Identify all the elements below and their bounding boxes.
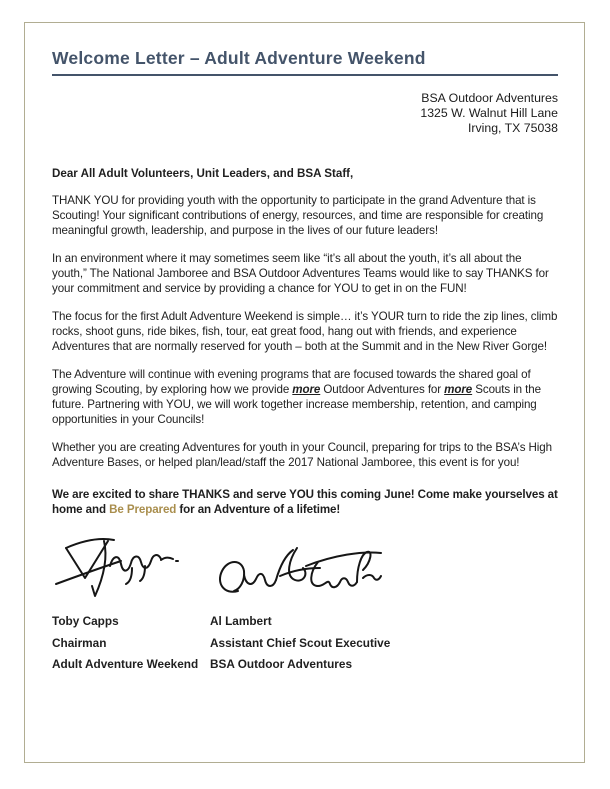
- salutation: Dear All Adult Volunteers, Unit Leaders, and BSA Staff,: [52, 167, 354, 180]
- text-segment: The focus for the first Adult Adventure Weekend is simple… it’s YOUR turn to ride the zip lines, climb rocks, shoot guns, ride bikes, fish, tour, eat great food, hang out with friends, and experience Adventures that are normally reserved for youth – both at the Summit and in the New River Gorge!: [52, 310, 558, 353]
- text-segment: Scouts in the future. Partnering with YOU, we will work together increase membership, retention, and camping opportunities in your Councils!: [52, 383, 541, 426]
- signature-toby-capps-ink: [52, 533, 180, 605]
- text-segment: for an Adventure of a lifetime!: [176, 503, 341, 516]
- emphasized-text: more: [292, 383, 321, 396]
- signer-org: Adult Adventure Weekend: [52, 657, 199, 671]
- signer-block-al-lambert: [210, 611, 490, 676]
- signer-org: BSA Outdoor Adventures: [210, 657, 353, 671]
- closing-paragraph: [52, 487, 558, 517]
- letter-paragraph-environment: [52, 251, 558, 296]
- emphasized-text: Be Prepared: [109, 503, 177, 516]
- letter-paragraph-evening-programs: [52, 367, 558, 427]
- address-line-street: 1325 W. Walnut Hill Lane: [420, 106, 558, 120]
- signer-title: Chairman: [52, 635, 107, 650]
- address-line-city: Irving, TX 75038: [467, 121, 558, 135]
- letter-title: Welcome Letter – Adult Adventure Weekend: [52, 48, 558, 76]
- signer-name: Al Lambert: [210, 614, 272, 628]
- text-segment: Outdoor Adventures for: [320, 383, 445, 396]
- emphasized-text: more: [444, 383, 473, 396]
- sender-address-block: [52, 91, 558, 136]
- signatures-row: [52, 533, 558, 605]
- letter-paragraph-whether: [52, 440, 558, 470]
- letter-content: [52, 48, 558, 676]
- signer-block-toby-capps: [52, 611, 210, 676]
- text-segment: We are excited to share THANKS and serve YOU this coming June! Come make yourselves at home and: [52, 488, 558, 516]
- signer-title: Assistant Chief Scout Executive: [210, 635, 391, 650]
- address-line-org: BSA Outdoor Adventures: [421, 91, 558, 105]
- signature-labels-row: [52, 611, 558, 676]
- text-segment: THANK YOU for providing youth with the opportunity to participate in the grand Adventure that is Scouting! Your significant contributions of energy, resources, and time are responsible for creating meaningful growth, leadership, and purpose in the lives of our future leaders!: [52, 194, 544, 237]
- letter-paragraph-thank-you: [52, 193, 558, 238]
- text-segment: Whether you are creating Adventures for youth in your Council, preparing for trips to the BSA’s High Adventure Bases, or helped plan/lead/staff the 2017 National Jamboree, this event is for you!: [52, 441, 552, 469]
- text-segment: The Adventure will continue with evening programs that are focused towards the shared goal of growing Scouting, by exploring how we provide: [52, 368, 531, 396]
- text-segment: In an environment where it may sometimes seem like “it’s all about the youth, it’s all about the youth,” The National Jamboree and BSA Outdoor Adventures Teams would like to say THANKS for your commitment and service by providing a chance for YOU to get in on the FUN!: [52, 252, 549, 295]
- letter-paragraph-focus: [52, 309, 558, 354]
- signature-al-lambert: [210, 539, 390, 605]
- signature-toby-capps: [52, 533, 210, 605]
- signer-name: Toby Capps: [52, 614, 119, 628]
- signature-al-lambert-ink: [210, 539, 386, 605]
